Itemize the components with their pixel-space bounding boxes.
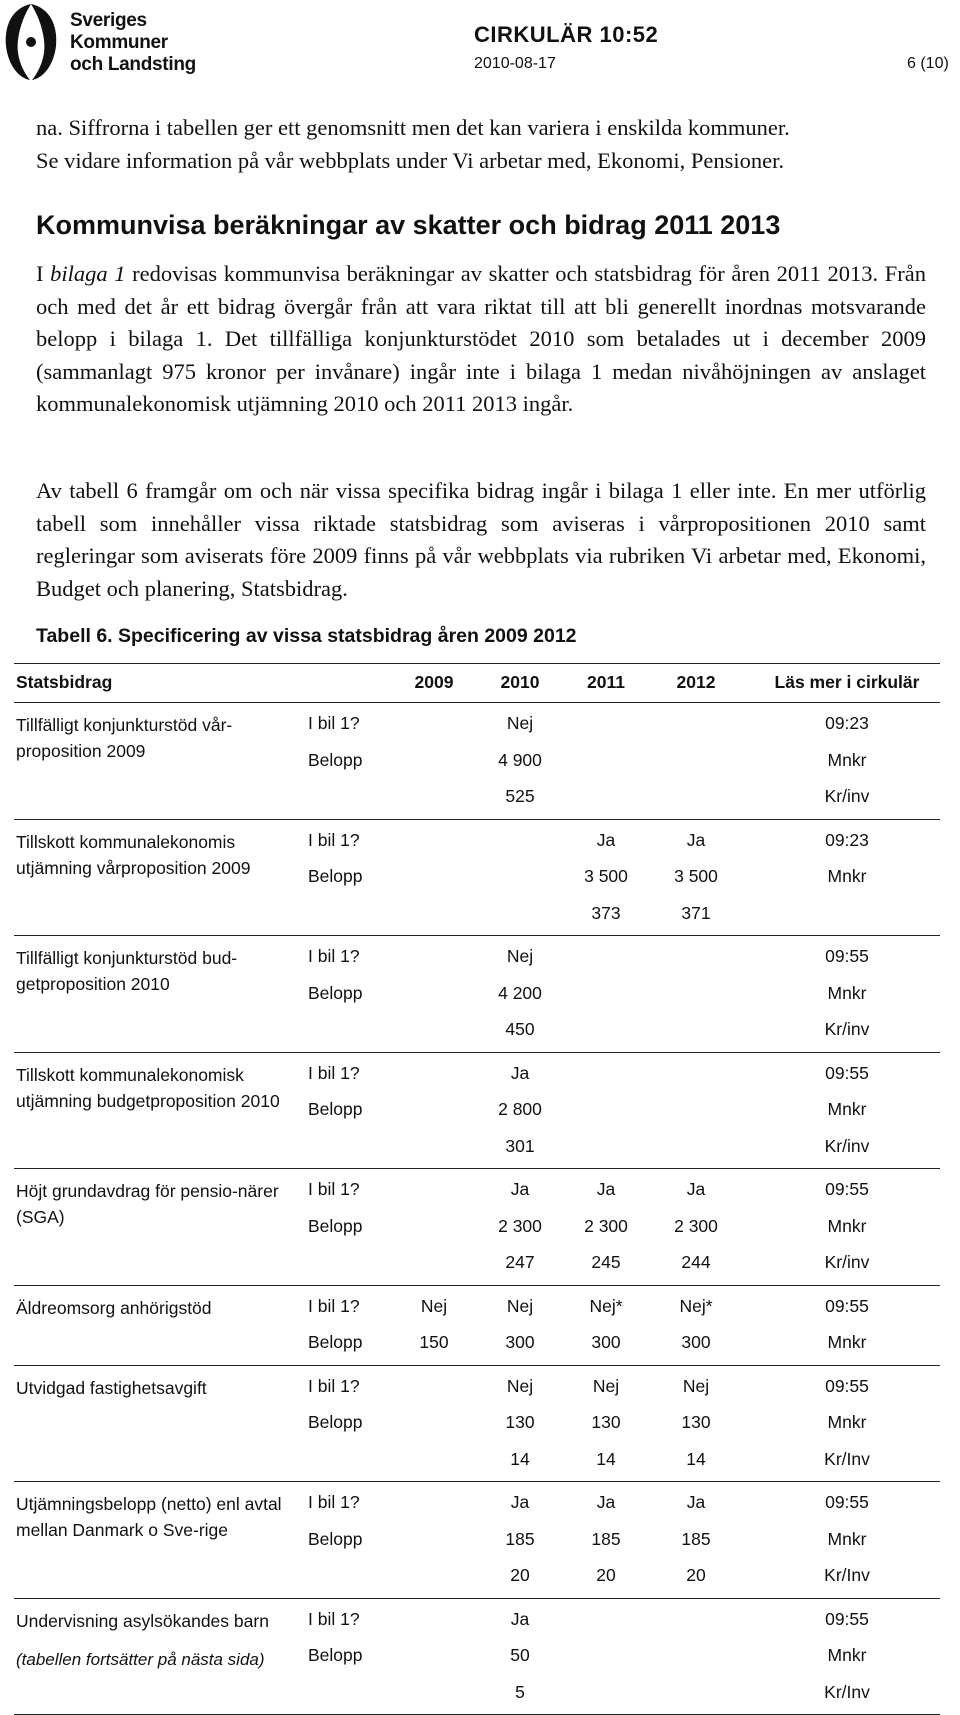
cell-type: I bil 1? (308, 713, 360, 734)
paragraph-2: Av tabell 6 framgår om och när vissa specifika bidrag ingår i bilaga 1 eller inte. En mer utförlig tabell som innehåller vissa riktade statsbidrag som aviseras i vårpropositionen 2010 samt regleringar som aviserats före 2009 finns på vår webbplats via rubriken Vi arbetar med, Ekonomi, Budget och planering, Statsbidrag. (36, 475, 926, 605)
cell-type: Belopp (308, 1645, 363, 1666)
table-group (14, 1366, 940, 1483)
table-header-row (14, 663, 940, 703)
cell-2010: 525 (485, 786, 555, 807)
cell-type: Belopp (308, 1412, 363, 1433)
cell-2009: 150 (399, 1332, 469, 1353)
table-group (14, 820, 940, 937)
table-group (14, 1053, 940, 1170)
cell-cirkular: 09:55 (754, 1492, 940, 1513)
table-caption: Tabell 6. Specificering av vissa statsbidrag åren 2009 2012 (36, 625, 577, 648)
statsbidrag-name: Tillfälligt konjunkturstöd vår-proposition 2009 (16, 712, 284, 764)
cell-2010: 300 (485, 1332, 555, 1353)
cell-2010: 20 (485, 1565, 555, 1586)
cell-2010: Ja (485, 1609, 555, 1630)
cell-2012: 300 (661, 1332, 731, 1353)
header-2010: 2010 (485, 672, 555, 693)
cell-2011: 373 (571, 903, 641, 924)
cell-2011: 3 500 (571, 866, 641, 887)
cell-cirkular: Mnkr (754, 1645, 940, 1666)
cell-2010: Nej (485, 1296, 555, 1317)
cell-2011: Nej (571, 1376, 641, 1397)
cell-2010: 450 (485, 1019, 555, 1040)
logo-icon (2, 2, 60, 82)
cell-2012: 185 (661, 1529, 731, 1550)
cell-cirkular: Kr/inv (754, 1252, 940, 1273)
paragraph-1-body: redovisas kommunvisa beräkningar av skatter och statsbidrag för åren 2011 2013. Från och med det år ett bidrag övergår från att vara riktat till att bli generellt inordnas motsvarande belopp i bilaga 1. Det tillfälliga konjunkturstödet 2010 som betalades ut i december 2009 (sammanlagt 975 kronor per invånare) ingår inte i bilaga 1 medan nivåhöjningen av anslaget kommunalekonomisk utjämning 2010 och 2011 2013 ingår. (36, 261, 926, 416)
cell-2009: Nej (399, 1296, 469, 1317)
cell-cirkular: Kr/inv (754, 1136, 940, 1157)
org-line-1: Sveriges (70, 10, 196, 32)
cell-cirkular: 09:55 (754, 1609, 940, 1630)
cell-type: I bil 1? (308, 1296, 360, 1317)
header-2009: 2009 (399, 672, 469, 693)
cell-2012: 244 (661, 1252, 731, 1273)
cell-2011: 2 300 (571, 1216, 641, 1237)
cell-type: Belopp (308, 1099, 363, 1120)
statsbidrag-name: Tillskott kommunalekonomisk utjämning budgetproposition 2010 (16, 1062, 284, 1114)
cell-2010: 5 (485, 1682, 555, 1703)
cell-2012: Ja (661, 1179, 731, 1200)
statsbidrag-name: Tillskott kommunalekonomis utjämning vårproposition 2009 (16, 829, 284, 881)
cell-2010: Nej (485, 713, 555, 734)
intro-text (36, 112, 926, 177)
table-group (14, 1482, 940, 1599)
cell-2010: Nej (485, 1376, 555, 1397)
cell-cirkular: Mnkr (754, 1412, 940, 1433)
cell-2011: Ja (571, 830, 641, 851)
cell-type: I bil 1? (308, 1492, 360, 1513)
statsbidrag-name: Äldreomsorg anhörigstöd (16, 1295, 284, 1321)
cell-2011: Ja (571, 1179, 641, 1200)
cell-cirkular: 09:55 (754, 1179, 940, 1200)
cell-type: I bil 1? (308, 830, 360, 851)
cell-cirkular: 09:55 (754, 1063, 940, 1084)
statsbidrag-name: Utvidgad fastighetsavgift (16, 1375, 284, 1401)
cell-type: Belopp (308, 1529, 363, 1550)
document-date: 2010-08-17 (474, 55, 556, 73)
cell-type: I bil 1? (308, 1063, 360, 1084)
cell-type: Belopp (308, 1332, 363, 1353)
cell-2010: Ja (485, 1063, 555, 1084)
cell-2010: 247 (485, 1252, 555, 1273)
cell-2010: 14 (485, 1449, 555, 1470)
bilaga-reference: bilaga 1 (50, 261, 125, 286)
cell-2012: 2 300 (661, 1216, 731, 1237)
cell-cirkular: Kr/Inv (754, 1565, 940, 1586)
paragraph-1-lead: I (36, 261, 50, 286)
intro-line-2: Se vidare information på vår webbplats under Vi arbetar med, Ekonomi, Pensioner. (36, 145, 926, 178)
cell-2012: 130 (661, 1412, 731, 1433)
cell-cirkular: Mnkr (754, 1099, 940, 1120)
section-heading: Kommunvisa beräkningar av skatter och bidrag 2011 2013 (36, 210, 780, 241)
cell-cirkular: Kr/Inv (754, 1449, 940, 1470)
cell-cirkular: Mnkr (754, 866, 940, 887)
cell-type: I bil 1? (308, 1179, 360, 1200)
cell-type: I bil 1? (308, 1609, 360, 1630)
intro-line-1: na. Siffrorna i tabellen ger ett genomsnitt men det kan variera i enskilda kommuner. (36, 112, 926, 145)
cell-type: Belopp (308, 1216, 363, 1237)
statsbidrag-table (14, 663, 940, 1715)
org-line-3: och Landsting (70, 54, 196, 76)
cell-2010: 185 (485, 1529, 555, 1550)
cell-type: I bil 1? (308, 946, 360, 967)
table-group (14, 936, 940, 1053)
cell-2011: 14 (571, 1449, 641, 1470)
header-statsbidrag: Statsbidrag (16, 672, 112, 693)
cell-cirkular: Kr/inv (754, 786, 940, 807)
cell-2010: 301 (485, 1136, 555, 1157)
cell-cirkular: Mnkr (754, 1332, 940, 1353)
cell-type: Belopp (308, 866, 363, 887)
table-body (14, 703, 940, 1715)
organization-name (70, 10, 196, 76)
cell-2012: 14 (661, 1449, 731, 1470)
cell-2010: 4 200 (485, 983, 555, 1004)
cell-type: I bil 1? (308, 1376, 360, 1397)
cell-cirkular: 09:23 (754, 830, 940, 851)
table-group (14, 1169, 940, 1286)
cell-2011: Ja (571, 1492, 641, 1513)
cell-type: Belopp (308, 983, 363, 1004)
cell-cirkular: Kr/inv (754, 1019, 940, 1040)
cell-cirkular: 09:55 (754, 1296, 940, 1317)
cell-cirkular: Mnkr (754, 750, 940, 771)
header-2011: 2011 (571, 672, 641, 693)
cell-2012: 371 (661, 903, 731, 924)
cell-2010: Ja (485, 1492, 555, 1513)
cell-2010: 2 300 (485, 1216, 555, 1237)
cell-2012: Nej* (661, 1296, 731, 1317)
header-cirkular: Läs mer i cirkulär (754, 672, 940, 693)
cell-cirkular: Kr/Inv (754, 1682, 940, 1703)
cell-cirkular: Mnkr (754, 983, 940, 1004)
cell-2010: 4 900 (485, 750, 555, 771)
cell-2010: 50 (485, 1645, 555, 1666)
page-number: 6 (10) (907, 55, 949, 73)
statsbidrag-name: Tillfälligt konjunkturstöd bud-getproposition 2010 (16, 945, 284, 997)
cell-type: Belopp (308, 750, 363, 771)
cell-2010: 130 (485, 1412, 555, 1433)
cell-2011: 300 (571, 1332, 641, 1353)
cell-2012: 3 500 (661, 866, 731, 887)
statsbidrag-name: Höjt grundavdrag för pensio-närer (SGA) (16, 1178, 284, 1230)
cell-cirkular: Mnkr (754, 1216, 940, 1237)
cell-2010: Nej (485, 946, 555, 967)
paragraph-1 (36, 258, 926, 421)
org-line-2: Kommuner (70, 32, 196, 54)
cell-2010: Ja (485, 1179, 555, 1200)
table-group (14, 703, 940, 820)
cell-cirkular: 09:55 (754, 946, 940, 967)
statsbidrag-name: Utjämningsbelopp (netto) enl avtal mellan Danmark o Sve-rige (16, 1491, 284, 1543)
cell-2012: 20 (661, 1565, 731, 1586)
statsbidrag-name: Undervisning asylsökandes barn (16, 1608, 284, 1634)
cell-2011: 20 (571, 1565, 641, 1586)
cell-2011: 130 (571, 1412, 641, 1433)
circular-number: CIRKULÄR 10:52 (474, 22, 658, 48)
cell-2011: 185 (571, 1529, 641, 1550)
header-2012: 2012 (661, 672, 731, 693)
table-group (14, 1286, 940, 1366)
cell-2012: Ja (661, 830, 731, 851)
cell-cirkular: 09:23 (754, 713, 940, 734)
cell-2012: Nej (661, 1376, 731, 1397)
cell-2011: Nej* (571, 1296, 641, 1317)
cell-2011: 245 (571, 1252, 641, 1273)
cell-cirkular: 09:55 (754, 1376, 940, 1397)
cell-cirkular: Mnkr (754, 1529, 940, 1550)
cell-2012: Ja (661, 1492, 731, 1513)
table-continuation-note: (tabellen fortsätter på nästa sida) (16, 1650, 265, 1670)
cell-2010: 2 800 (485, 1099, 555, 1120)
